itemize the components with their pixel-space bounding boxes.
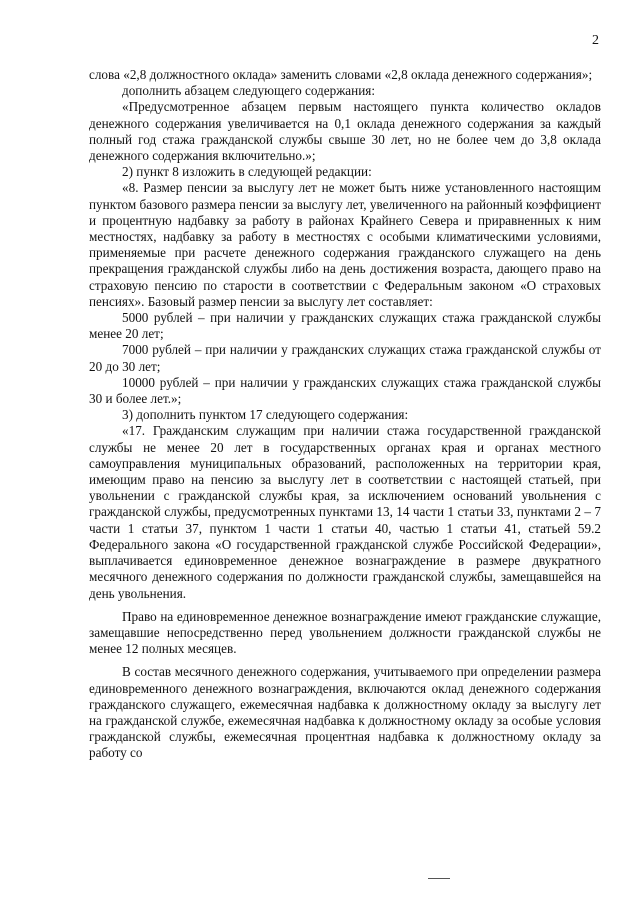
paragraph-3: «Предусмотренное абзацем первым настоящего пункта количество окладов денежного содержания увеличивается на 0,1 оклада денежного содержания за каждый полный год стажа гражданской службы свыше 30 лет, но не более чем до 3,8 оклада денежного содержания включительно.»; [89, 99, 601, 164]
paragraph-2: дополнить абзацем следующего содержания: [122, 83, 376, 99]
paragraph-8: 10000 рублей – при наличии у гражданских служащих стажа гражданской службы 30 и более лет.»; [89, 374, 601, 407]
paragraph-12: В состав месячного денежного содержания, учитываемого при определении размера единовременного денежного вознаграждения, включаются оклад денежного содержания гражданского служащего, ежемесячная надбавка к должностному окладу за выслугу лет на гражданской службе, ежемесячная надбавка к должностному окладу за особые условия гражданской службы, ежемесячная процентная надбавка к должностному окладу за работу со [89, 664, 601, 761]
paragraph-1: слова «2,8 должностного оклада» заменить словами «2,8 оклада денежного содержания»; [89, 67, 593, 82]
paragraph-5: «8. Размер пенсии за выслугу лет не может быть ниже установленного настоящим пунктом базового размера пенсии за выслугу лет, увеличенного на районный коэффициент и процентную надбавку за работу в районах Крайнего Севера и приравненных к ним местностях, надбавку за работу в местностях с особыми климатическими условиями, применяемые при расчете денежного содержания гражданского служащего на день прекращения гражданской службы либо на день достижения возраста, дающего право на страховую пенсию по старости в соответствии с Федеральным законом «О страховых пенсиях». Базовый размер пенсии за выслугу лет составляет: [89, 180, 601, 309]
page-number: 2 [592, 33, 599, 48]
paragraph-4: 2) пункт 8 изложить в следующей редакции: [122, 164, 372, 180]
paragraph-11: Право на единовременное денежное вознаграждение имеют гражданские служащие, замещавшие непосредственно перед увольнением должности гражданской службы не менее 12 полных месяцев. [89, 608, 601, 657]
paragraph-6: 5000 рублей – при наличии у гражданских служащих стажа гражданской службы менее 20 лет; [89, 310, 601, 342]
footer-mark [428, 878, 450, 879]
document-body [89, 67, 601, 762]
paragraph-7: 7000 рублей – при наличии у гражданских служащих стажа гражданской службы от 20 до 30 лет; [89, 342, 601, 374]
paragraph-9: 3) дополнить пунктом 17 следующего содержания: [122, 407, 409, 423]
paragraph-10: «17. Гражданским служащим при наличии стажа государственной гражданской службы не менее 20 лет в государственных органах края и органах местного самоуправления муниципальных образований, расположенных на территории края, имеющим право на пенсию за выслугу лет в соответствии с настоящей статьей, при увольнении с гражданской службы края, за исключением оснований увольнения с гражданской службы, предусмотренных пунктами 13, 14 части 1 статьи 33, пунктами 2 – 7 части 1 статьи 37, пунктом 1 части 1 статьи 40, частью 1 статьи 41, статьей 59.2 Федерального закона «О государственной гражданской службе Российской Федерации», выплачивается единовременное денежное вознаграждение в размере двукратного месячного денежного содержания по должности гражданской службы, замещавшейся на день увольнения. [89, 423, 601, 601]
